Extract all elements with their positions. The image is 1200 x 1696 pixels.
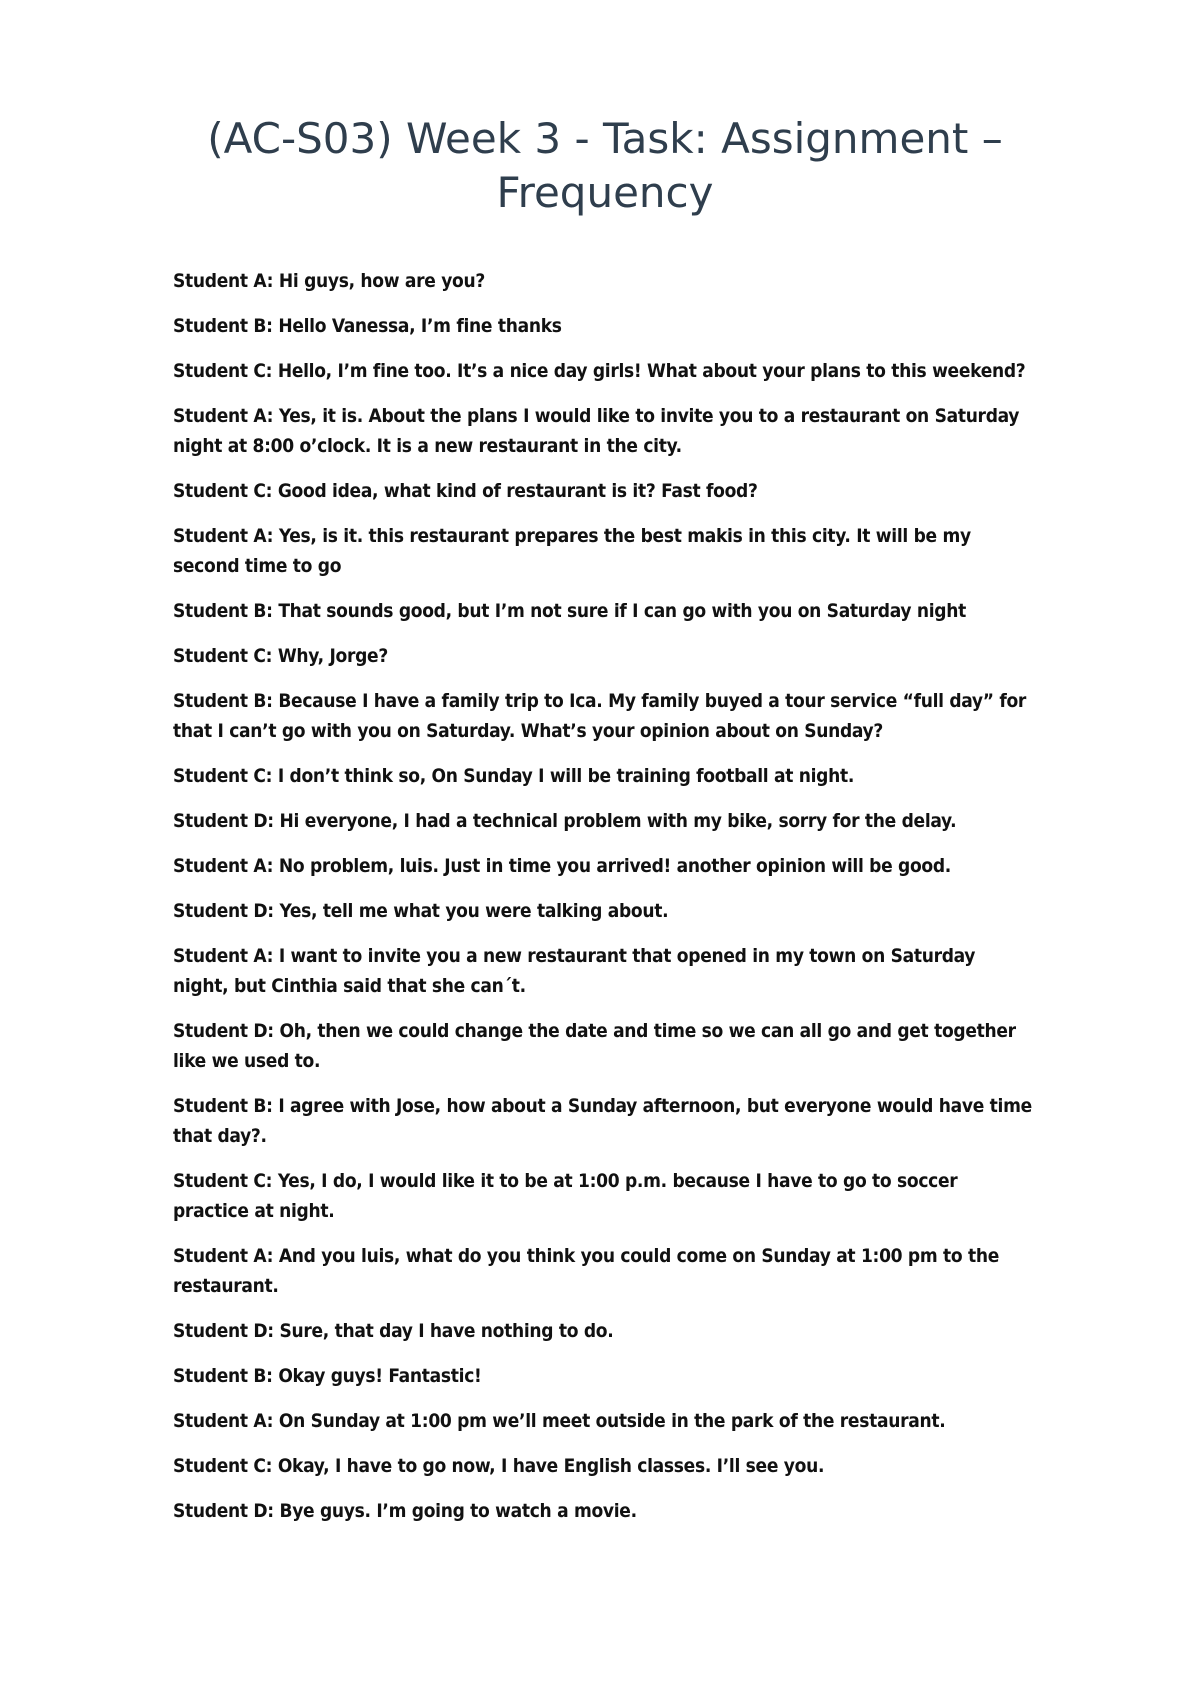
- dialogue-text: Yes, I do, I would like it to be at 1:00 p.m. because I have to go to soccer practice at night.: [173, 1170, 958, 1222]
- dialogue-line: [173, 1406, 1033, 1436]
- dialogue-text: And you luis, what do you think you could come on Sunday at 1:00 pm to the restaurant.: [173, 1245, 1000, 1297]
- dialogue-line: [173, 1451, 1033, 1481]
- dialogue-line: [173, 761, 1033, 791]
- dialogue-text: Okay guys! Fantastic!: [278, 1365, 482, 1387]
- speaker-label: Student A:: [173, 270, 274, 292]
- dialogue-text: Yes, it is. About the plans I would like to invite you to a restaurant on Saturday night at 8:00 o’clock. It is a new restaurant in the city.: [173, 405, 1020, 457]
- speaker-label: Student C:: [173, 765, 273, 787]
- speaker-label: Student A:: [173, 405, 274, 427]
- dialogue-line: [173, 311, 1033, 341]
- dialogue-text: Oh, then we could change the date and time so we can all go and get together like we used to.: [173, 1020, 1016, 1072]
- dialogue-line: [173, 596, 1033, 626]
- dialogue-line: [173, 851, 1033, 881]
- dialogue-list: [173, 266, 1033, 1541]
- dialogue-line: [173, 941, 1033, 1001]
- dialogue-line: [173, 1016, 1033, 1076]
- dialogue-text: No problem, luis. Just in time you arrived! another opinion will be good.: [278, 855, 951, 877]
- dialogue-text: On Sunday at 1:00 pm we’ll meet outside in the park of the restaurant.: [278, 1410, 946, 1432]
- dialogue-line: [173, 1241, 1033, 1301]
- speaker-label: Student A:: [173, 525, 274, 547]
- speaker-label: Student A:: [173, 945, 274, 967]
- dialogue-text: Why, Jorge?: [277, 645, 388, 667]
- dialogue-line: [173, 1316, 1033, 1346]
- speaker-label: Student C:: [173, 645, 273, 667]
- speaker-label: Student C:: [173, 480, 273, 502]
- speaker-label: Student B:: [173, 1095, 273, 1117]
- dialogue-text: I agree with Jose, how about a Sunday afternoon, but everyone would have time that day?.: [173, 1095, 1032, 1147]
- dialogue-text: Sure, that day I have nothing to do.: [279, 1320, 614, 1342]
- speaker-label: Student C:: [173, 1455, 273, 1477]
- speaker-label: Student D:: [173, 1500, 274, 1522]
- speaker-label: Student D:: [173, 1320, 274, 1342]
- dialogue-text: Hello, I’m fine too. It’s a nice day girls! What about your plans to this weekend?: [277, 360, 1026, 382]
- title-line-1: (AC-S03) Week 3 - Task: Assignment –: [207, 114, 1003, 163]
- dialogue-text: I don’t think so, On Sunday I will be training football at night.: [277, 765, 855, 787]
- speaker-label: Student D:: [173, 810, 274, 832]
- dialogue-line: [173, 1361, 1033, 1391]
- dialogue-text: Hello Vanessa, I’m fine thanks: [278, 315, 562, 337]
- dialogue-line: [173, 356, 1033, 386]
- dialogue-text: Okay, I have to go now, I have English classes. I’ll see you.: [277, 1455, 825, 1477]
- speaker-label: Student B:: [173, 315, 273, 337]
- dialogue-text: Yes, is it. this restaurant prepares the best makis in this city. It will be my second time to go: [173, 525, 971, 577]
- dialogue-line: [173, 806, 1033, 836]
- dialogue-text: That sounds good, but I’m not sure if I can go with you on Saturday night: [278, 600, 966, 622]
- dialogue-text: Bye guys. I’m going to watch a movie.: [279, 1500, 637, 1522]
- dialogue-text: Hi guys, how are you?: [278, 270, 485, 292]
- speaker-label: Student A:: [173, 1410, 274, 1432]
- dialogue-line: [173, 266, 1033, 296]
- dialogue-line: [173, 1166, 1033, 1226]
- speaker-label: Student C:: [173, 1170, 273, 1192]
- dialogue-line: [173, 641, 1033, 671]
- dialogue-line: [173, 1091, 1033, 1151]
- dialogue-line: [173, 401, 1033, 461]
- dialogue-line: [173, 1496, 1033, 1526]
- speaker-label: Student B:: [173, 690, 273, 712]
- speaker-label: Student B:: [173, 600, 273, 622]
- dialogue-line: [173, 686, 1033, 746]
- dialogue-text: Because I have a family trip to Ica. My family buyed a tour service “full day” for that I can’t go with you on Saturday. What’s your opinion about on Sunday?: [173, 690, 1027, 742]
- dialogue-text: Hi everyone, I had a technical problem with my bike, sorry for the delay.: [279, 810, 957, 832]
- dialogue-line: [173, 476, 1033, 506]
- speaker-label: Student A:: [173, 855, 274, 877]
- dialogue-text: I want to invite you a new restaurant that opened in my town on Saturday night, but Cinthia said that she can´t.: [173, 945, 976, 997]
- speaker-label: Student C:: [173, 360, 273, 382]
- document-title: [150, 112, 1060, 220]
- dialogue-text: Good idea, what kind of restaurant is it? Fast food?: [277, 480, 758, 502]
- title-line-2: Frequency: [496, 168, 714, 217]
- dialogue-line: [173, 896, 1033, 926]
- speaker-label: Student D:: [173, 1020, 274, 1042]
- speaker-label: Student A:: [173, 1245, 274, 1267]
- dialogue-text: Yes, tell me what you were talking about.: [279, 900, 669, 922]
- dialogue-line: [173, 521, 1033, 581]
- speaker-label: Student B:: [173, 1365, 273, 1387]
- speaker-label: Student D:: [173, 900, 274, 922]
